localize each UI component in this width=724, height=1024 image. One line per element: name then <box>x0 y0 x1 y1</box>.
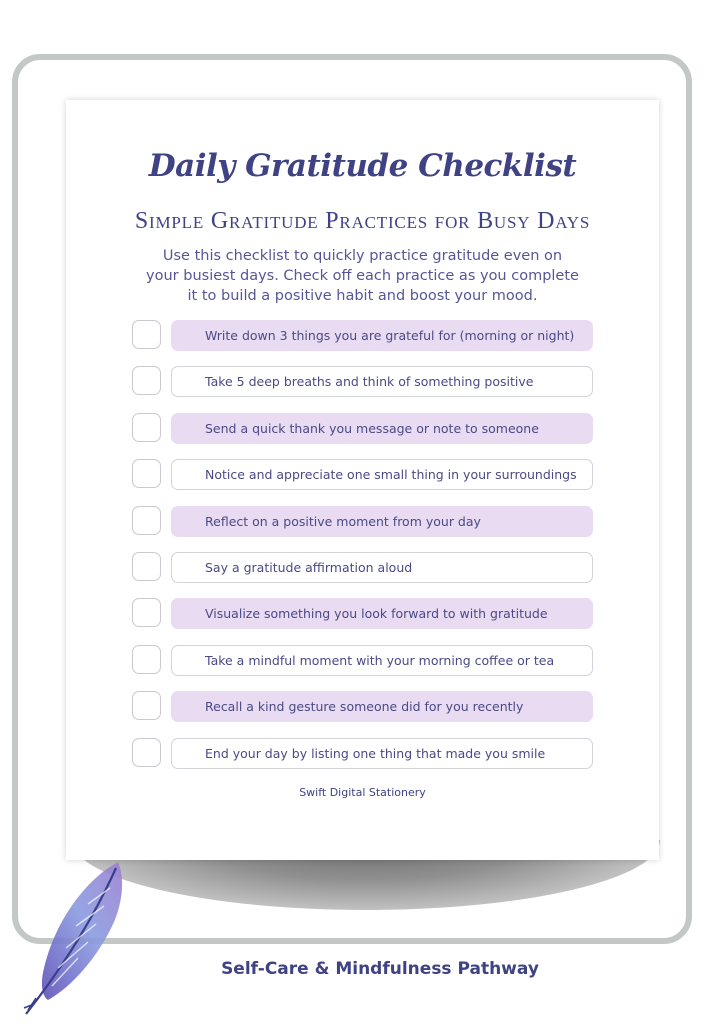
checkbox[interactable] <box>132 691 161 720</box>
intro-text: Use this checklist to quickly practice gratitude even on your busiest days. Check off each practice as you complete it to build a positive habit and boost your mood. <box>146 248 579 304</box>
checkbox[interactable] <box>132 645 161 674</box>
feather-icon <box>18 858 138 1018</box>
checkbox[interactable] <box>132 320 161 349</box>
checkbox[interactable] <box>132 413 161 442</box>
checklist-row <box>132 506 593 537</box>
checkbox[interactable] <box>132 506 161 535</box>
brand-name: Swift Digital Stationery <box>299 786 426 799</box>
checklist-row <box>132 459 593 490</box>
checklist-item: Recall a kind gesture someone did for you recently <box>171 691 593 722</box>
checkbox[interactable] <box>132 552 161 581</box>
checkbox[interactable] <box>132 366 161 395</box>
checklist-row <box>132 738 593 769</box>
page-title: Daily Gratitude Checklist <box>148 148 577 184</box>
checklist-item: Take 5 deep breaths and think of something positive <box>171 366 593 397</box>
checklist-row <box>132 413 593 444</box>
checkbox[interactable] <box>132 459 161 488</box>
checklist-item: Write down 3 things you are grateful for (morning or night) <box>171 320 593 351</box>
checklist-item: Send a quick thank you message or note to someone <box>171 413 593 444</box>
page-subtitle: Simple Gratitude Practices for Busy Days <box>134 208 591 234</box>
checklist-row <box>132 691 593 722</box>
checklist <box>132 320 593 784</box>
checklist-row <box>132 552 593 583</box>
checklist-sheet <box>66 100 659 860</box>
checklist-item: Reflect on a positive moment from your day <box>171 506 593 537</box>
checklist-row <box>132 366 593 397</box>
checklist-row <box>132 320 593 351</box>
pathway-title: Self-Care & Mindfulness Pathway <box>221 959 539 979</box>
checklist-item: Visualize something you look forward to with gratitude <box>171 598 593 629</box>
checklist-item: Say a gratitude affirmation aloud <box>171 552 593 583</box>
checklist-item: Notice and appreciate one small thing in your surroundings <box>171 459 593 490</box>
checkbox[interactable] <box>132 738 161 767</box>
checklist-item: End your day by listing one thing that made you smile <box>171 738 593 769</box>
checkbox[interactable] <box>132 598 161 627</box>
checklist-row <box>132 598 593 629</box>
checklist-item: Take a mindful moment with your morning coffee or tea <box>171 645 593 676</box>
checklist-row <box>132 645 593 676</box>
